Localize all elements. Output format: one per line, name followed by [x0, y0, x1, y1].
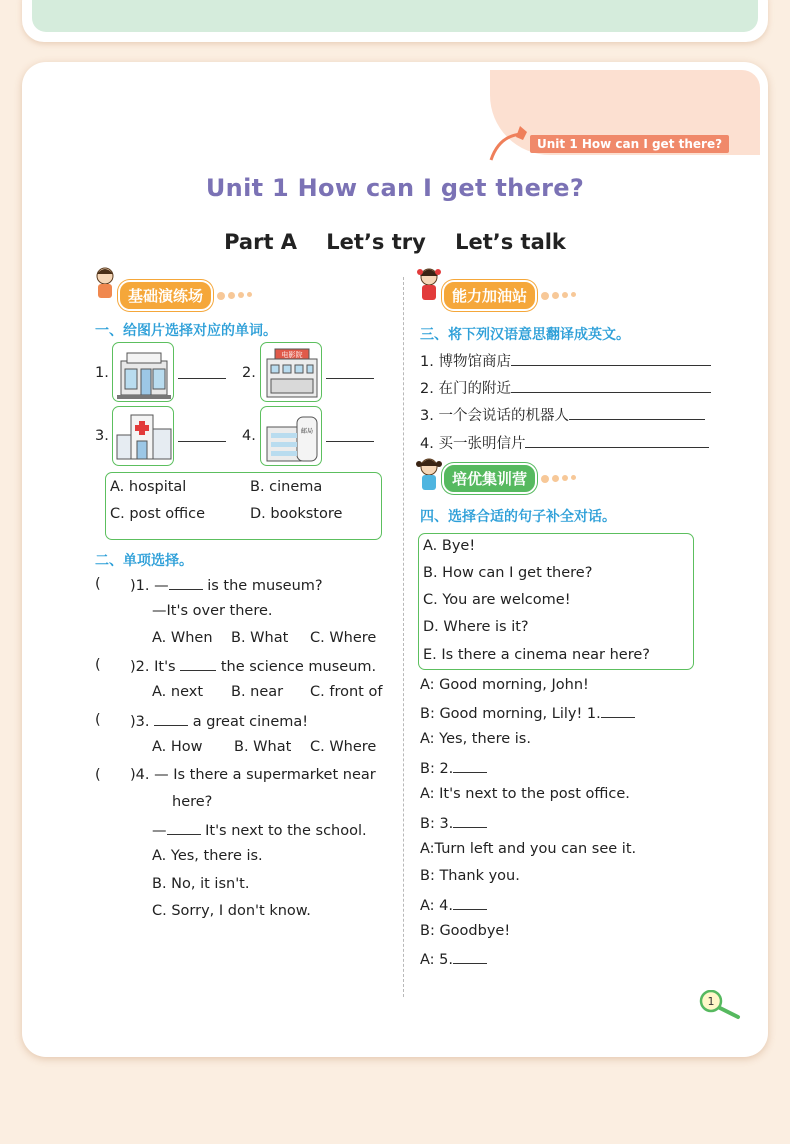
- previous-page-card: [22, 0, 768, 42]
- page-number: 1: [707, 995, 715, 1008]
- question-4-reply: [152, 821, 367, 839]
- picture-hospital: [112, 406, 174, 466]
- answer-line[interactable]: [525, 434, 709, 448]
- dialogue-line: [420, 950, 487, 968]
- item-number: 4.: [242, 428, 256, 444]
- q4-option-b: B. No, it isn't.: [152, 876, 250, 892]
- dialogue-blank[interactable]: [601, 704, 635, 718]
- question-blank[interactable]: [167, 821, 201, 835]
- answer-blank[interactable]: [326, 428, 374, 446]
- option-d: D. bookstore: [250, 506, 343, 522]
- question-blank[interactable]: [154, 712, 188, 726]
- bookstore-icon: [113, 343, 174, 402]
- picture-bookstore: [112, 342, 174, 402]
- section1-heading: 一、给图片选择对应的单词。: [95, 323, 277, 339]
- question-number: )1.: [130, 578, 150, 594]
- post-office-icon: [261, 407, 322, 466]
- badge-excellent-label: 培优集训营: [442, 463, 537, 494]
- hospital-icon: [113, 407, 174, 466]
- q1-option-b: B. What: [231, 630, 289, 646]
- answer-blank[interactable]: [326, 365, 374, 383]
- post-sign-text: 邮局: [300, 428, 314, 435]
- q4-option-a: A. Yes, there is.: [152, 848, 263, 864]
- badge-dots: [541, 475, 576, 483]
- question-number: )2.: [130, 659, 150, 675]
- cinema-sign-text: 电影院: [281, 351, 303, 359]
- q2-option-a: A. next: [152, 684, 204, 700]
- question-1-reply: —It's over there.: [152, 603, 273, 619]
- q3-option-a: A. How: [152, 739, 203, 755]
- picture-post-office: [260, 406, 322, 466]
- badge-ability-label: 能力加油站: [442, 280, 537, 311]
- previous-page-panel: [32, 0, 758, 32]
- dialogue-blank[interactable]: [453, 896, 487, 910]
- q2-option-c: C. front of: [310, 684, 383, 700]
- dialogue-line: [420, 759, 487, 777]
- answer-blank[interactable]: [178, 365, 226, 383]
- badge-excellent: [442, 463, 576, 494]
- reply-text: It's next to the school.: [205, 823, 367, 839]
- q3-option-b: B. What: [234, 739, 292, 755]
- page-subtitle: Part A Let’s try Let’s talk: [224, 230, 566, 254]
- question-dash: —: [154, 578, 169, 594]
- answer-line[interactable]: [511, 379, 711, 393]
- dialogue-text: A: 5.: [420, 952, 453, 968]
- question-1: [130, 576, 323, 594]
- q4-option-c: C. Sorry, I don't know.: [152, 903, 311, 919]
- dialogue-line: [420, 896, 487, 914]
- reply-dash: —: [152, 823, 167, 839]
- dialogue-line: A: Good morning, John!: [420, 677, 589, 693]
- boy-mascot-icon: [92, 266, 118, 302]
- section2-heading: 二、单项选择。: [95, 553, 193, 569]
- item-number: 1.: [95, 365, 109, 381]
- picture-cinema: [260, 342, 322, 402]
- worksheet-page: [22, 62, 768, 1057]
- answer-paren[interactable]: (: [95, 657, 101, 673]
- page-number-magnifier-icon: [698, 990, 744, 1024]
- answer-paren[interactable]: (: [95, 767, 101, 783]
- option-b: B. cinema: [250, 479, 323, 495]
- dialogue-line: A: Yes, there is.: [420, 731, 531, 747]
- option-c: C. post office: [110, 506, 206, 522]
- girl-mascot-icon: [416, 266, 442, 304]
- section4-heading: 四、选择合适的句子补全对话。: [420, 509, 616, 525]
- q1-option-c: C. Where: [310, 630, 377, 646]
- translate-item-1: [420, 350, 711, 371]
- dialogue-line: A:Turn left and you can see it.: [420, 841, 637, 857]
- translate-text: 4. 买一张明信片: [420, 436, 526, 452]
- question-2: [130, 657, 376, 675]
- dialogue-text: B: Good morning, Lily! 1.: [420, 706, 601, 722]
- badge-ability: [442, 280, 576, 311]
- question-4-line2: here?: [172, 794, 213, 810]
- translate-text: 1. 博物馆商店: [420, 354, 511, 370]
- translate-text: 3. 一个会说话的机器人: [420, 408, 569, 424]
- answer-line[interactable]: [569, 406, 705, 420]
- answer-paren[interactable]: (: [95, 576, 101, 592]
- question-prefix: It's: [154, 659, 176, 675]
- dialogue-text: B: 2.: [420, 761, 454, 777]
- badge-basic-label: 基础演练场: [118, 280, 213, 311]
- question-3: [130, 712, 308, 730]
- dialogue-text: B: 3.: [420, 816, 454, 832]
- translate-text: 2. 在门的附近: [420, 381, 511, 397]
- item-number: 2.: [242, 365, 256, 381]
- question-number: )3.: [130, 714, 150, 730]
- question-blank[interactable]: [169, 576, 203, 590]
- dialogue-line: B: Thank you.: [420, 868, 520, 884]
- translate-item-3: [420, 404, 705, 425]
- question-number: )4.: [130, 767, 150, 783]
- question-4: [130, 767, 376, 783]
- dialogue-option-e: E. Is there a cinema near here?: [423, 647, 650, 663]
- badge-dots: [541, 292, 576, 300]
- dialogue-option-c: C. You are welcome!: [423, 592, 571, 608]
- worksheet-content: [30, 70, 760, 1049]
- option-a: A. hospital: [110, 479, 187, 495]
- dialogue-line: [420, 704, 635, 722]
- q2-option-b: B. near: [231, 684, 284, 700]
- translate-item-4: [420, 432, 709, 453]
- unit-badge: Unit 1 How can I get there?: [530, 135, 729, 153]
- dialogue-text: A: 4.: [420, 898, 453, 914]
- dialogue-blank[interactable]: [453, 950, 487, 964]
- page-title: Unit 1 How can I get there?: [205, 174, 585, 202]
- dialogue-option-b: B. How can I get there?: [423, 565, 593, 581]
- question-text: — Is there a supermarket near: [154, 767, 376, 783]
- column-divider: [403, 277, 404, 997]
- translate-item-2: [420, 377, 711, 398]
- question-text: is the museum?: [207, 578, 323, 594]
- answer-paren[interactable]: (: [95, 712, 101, 728]
- answer-line[interactable]: [511, 352, 711, 366]
- dialogue-blank[interactable]: [453, 814, 487, 828]
- q3-option-c: C. Where: [310, 739, 377, 755]
- badge-basic: [118, 280, 252, 311]
- badge-dots: [217, 292, 252, 300]
- question-text: the science museum.: [220, 659, 377, 675]
- question-text: a great cinema!: [192, 714, 309, 730]
- girl-mascot-icon: [416, 456, 442, 494]
- dialogue-line: B: Goodbye!: [420, 923, 511, 939]
- question-blank[interactable]: [180, 657, 216, 671]
- dialogue-line: [420, 814, 487, 832]
- item-number: 3.: [95, 428, 109, 444]
- section3-heading: 三、将下列汉语意思翻译成英文。: [420, 327, 630, 343]
- dialogue-option-d: D. Where is it?: [423, 619, 529, 635]
- dialogue-option-a: A. Bye!: [423, 538, 476, 554]
- dialogue-blank[interactable]: [453, 759, 487, 773]
- answer-blank[interactable]: [178, 428, 226, 446]
- q1-option-a: A. When: [152, 630, 213, 646]
- cinema-icon: [261, 343, 322, 402]
- dialogue-line: A: It's next to the post office.: [420, 786, 630, 802]
